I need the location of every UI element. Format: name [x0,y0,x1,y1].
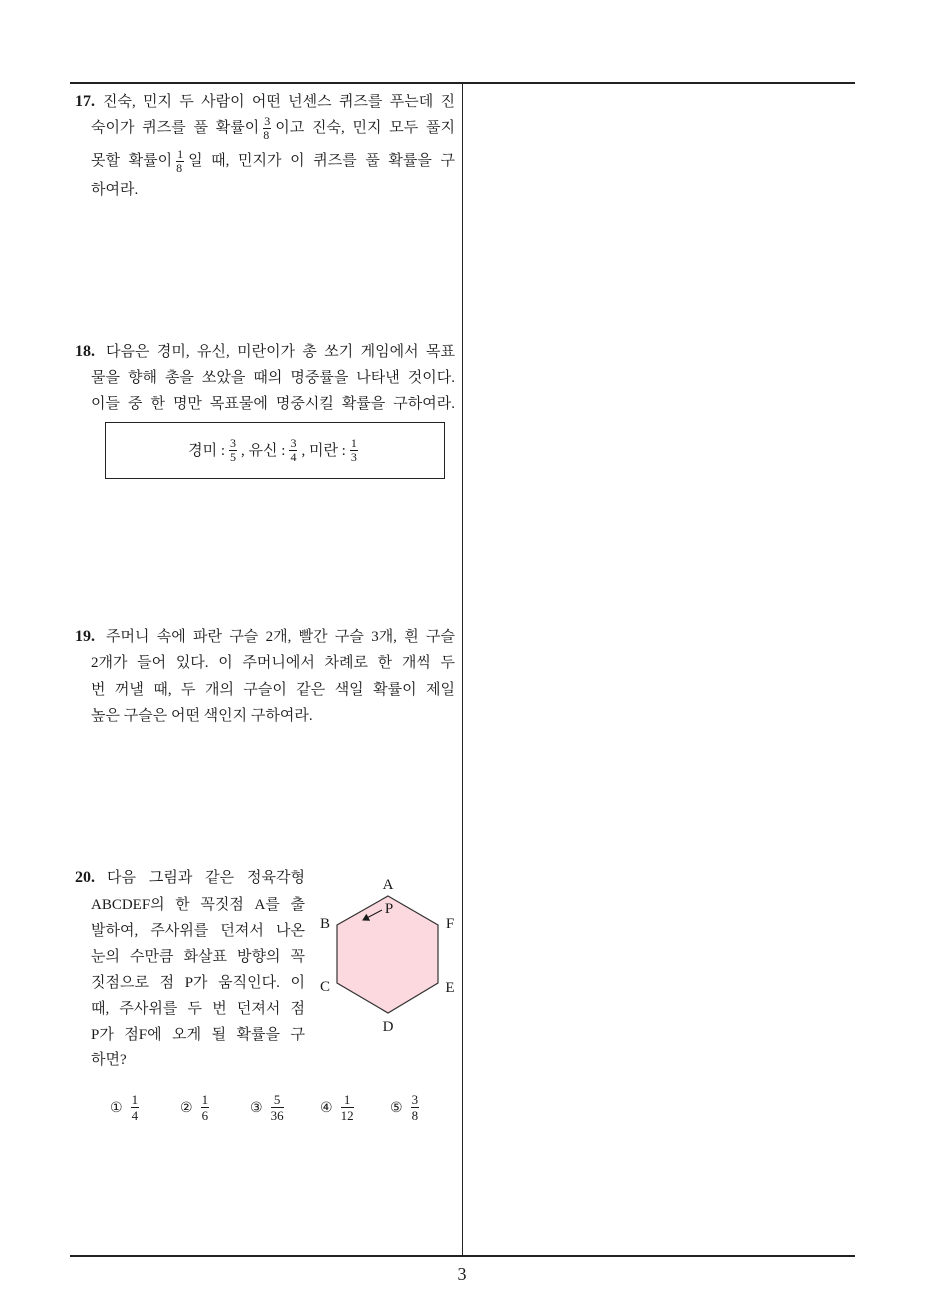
page-number: 3 [457,1264,467,1284]
problem-number: 20. [75,869,95,886]
text-segment: 숙이가 퀴즈를 풀 확률이 [91,119,260,136]
numerator: 3 [290,436,297,450]
problem-text-line [91,115,455,142]
problem-text-line: 이들 중 한 명만 목표물에 명중시킬 확률을 구하여라. [91,396,455,412]
problem-text-line: 높은 구슬은 어떤 색인지 구하여라. [91,708,313,724]
choice-fraction [201,1092,210,1123]
probability-fraction [229,437,237,464]
numerator: 5 [271,1092,284,1108]
problem-number: 19. [75,628,95,645]
choice-1 [110,1092,139,1123]
text-segment: 이고 진숙, 민지 모두 풀지 [275,119,455,136]
box-label: , 유신 : [241,442,286,459]
probability-fraction [263,115,271,142]
problem-text-line: P가 점F에 오게 될 확률을 구 [91,1027,305,1043]
choice-2 [180,1092,209,1123]
choice-mark: ⑤ [390,1099,403,1116]
problem-text-line: 하여라. [91,182,139,198]
text-segment: 못할 확률이 [91,152,173,169]
vertex-label-c: C [319,979,331,995]
problem-text-line: 하면? [91,1052,127,1068]
denominator: 8 [263,128,270,142]
denominator: 4 [290,450,297,464]
denominator: 3 [350,450,357,464]
numerator: 1 [341,1092,354,1108]
problem-text-line [91,148,455,175]
numerator: 1 [350,436,357,450]
denominator: 8 [411,1108,419,1123]
hexagon-figure [310,868,460,1040]
box-label: , 미란 : [301,442,346,459]
denominator: 4 [131,1108,139,1123]
problem-text-line: 짓점으로 점 P가 움직인다. 이 [91,975,305,991]
choice-fraction [411,1092,420,1123]
probability-fraction [350,437,358,464]
denominator: 12 [340,1108,354,1123]
choice-mark: ② [180,1099,193,1116]
point-label-p: P [384,901,394,917]
problem-text-line: 눈의 수만큼 화살표 방향의 꼭 [91,949,305,965]
denominator: 6 [201,1108,209,1123]
vertex-label-d: D [382,1019,394,1035]
vertex-label-a: A [382,877,394,893]
problem-text-line: 진숙, 민지 두 사람이 어떤 넌센스 퀴즈를 푸는데 진 [103,94,455,110]
problem-text-line: 주머니 속에 파란 구슬 2개, 빨간 구슬 3개, 흰 구슬 [106,629,455,645]
choice-fraction [341,1092,354,1123]
numerator: 3 [411,1092,419,1107]
box-label: 경미 : [188,442,226,459]
numerator: 1 [201,1092,209,1107]
probability-fraction [176,148,184,175]
problem-text-line: 2개가 들어 있다. 이 주머니에서 차례로 한 개씩 두 [91,655,455,671]
probability-fraction [289,437,297,464]
footer-rule [70,1255,855,1257]
numerator: 3 [230,436,237,450]
problem-text-line: 번 꺼낼 때, 두 개의 구슬이 같은 색일 확률이 제일 [91,682,455,698]
choice-mark: ④ [320,1099,333,1116]
problem-text-line: ABCDEF의 한 꼭짓점 A를 출 [91,897,305,913]
choice-fraction [131,1092,140,1123]
problem-text-line: 다음 그림과 같은 정육각형 [107,870,305,886]
numerator: 1 [177,147,184,161]
problem-text-line: 때, 주사위를 두 번 던져서 점 [91,1001,305,1017]
choice-mark: ③ [250,1099,263,1116]
numerator: 3 [264,114,271,128]
denominator: 5 [230,450,237,464]
choice-fraction [271,1092,284,1123]
problem-number: 18. [75,343,95,360]
problem-text-line: 다음은 경미, 유신, 미란이가 총 쏘기 게임에서 목표 [106,344,455,360]
choice-mark: ① [110,1099,123,1116]
problem-number: 17. [75,93,95,110]
denominator: 36 [270,1108,284,1123]
text-segment: 일 때, 민지가 이 퀴즈를 풀 확률을 구 [188,152,455,169]
hit-rate-box [105,422,445,479]
choice-5 [390,1092,419,1123]
numerator: 1 [131,1092,139,1107]
column-divider [462,83,463,1255]
choice-3 [250,1092,284,1123]
problem-text-line: 물을 향해 총을 쏘았을 때의 명중률을 나타낸 것이다. [91,370,455,386]
choice-4 [320,1092,354,1123]
problem-text-line: 발하여, 주사위를 던져서 나온 [91,923,305,939]
vertex-label-f: F [445,916,455,932]
denominator: 8 [176,161,183,175]
vertex-label-e: E [445,980,455,996]
vertex-label-b: B [319,916,331,932]
